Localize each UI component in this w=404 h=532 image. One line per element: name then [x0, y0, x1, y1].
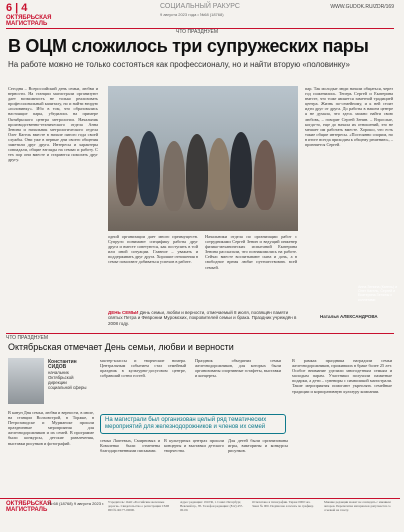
infobox-text: День семьи, любви и верности, отмечаемый 8 июля, посвящён памяти святых Петра и Февронии Муромских, покровителей семьи и брака. Праздник учреждён в 2008 году.: [108, 310, 297, 326]
footer-issue: № 68 (18768) 9 августа 2023 г.: [48, 501, 105, 506]
article1-column-2: одной организации дает много преимуществ. Супруги понимают специфику работы друг друга и вместе советуются, как поступить в той или иной ситуации. Главное – уважать и поддерживать друг друга. Хорошие отношения в семье помогают добиваться успехов в работе.: [108, 234, 198, 265]
site-url[interactable]: WWW.GUDOK.RU/ZDR/169: [330, 4, 394, 10]
article2-column-1: В канун Дня семьи, любви и верности, в июле, на станции Волховстрой, в Торжке, в Петрозаводске и Мурманске прошли праздничные мероприятия для железнодорожников и их семей. В программе были конкурсы, детские развлечения, выставки рисунков и фотографий.: [8, 410, 94, 446]
article2-column-4: В рамках праздника наградили семьи железнодорожников, проживших в браке более 25 лет. Особое внимание уделили многодетным семьям и молодым парам. Участники получили памятные подарки, а дети – сувениры с символикой магистрали. Такие мероприятия помогают укреплять семейные традиции и корпоративную культуру компании.: [292, 358, 392, 394]
footer-col-1: Учредитель: ОАО «Российские железные дороги». Свидетельство о регистрации СМИ ПИ № ФС77-00000.: [108, 500, 169, 512]
footer-col-2: Адрес редакции: 191036, г. Санкт-Петербург, Невский пр., 85. Телефон редакции: (812) 457-00-00.: [180, 500, 244, 512]
article2-column-5: семьи Лаптевых, Смирновых и Коваленко были отмечены благодарственными письмами.: [100, 438, 160, 454]
article1-column-3: Начальники отдела по организации работ с сотрудниками Сергей Зенин и ведущий инженер физико-механических испытаний Екатерина Зенина рассказали, что познакомились на работе. Сейчас вместе воспитывают сына и дочь, а в свободное время любят путешествовать всей семьей.: [205, 234, 297, 270]
section2-bar: [6, 333, 394, 341]
article2-headline: Октябрьская отмечает День семьи, любви и верности: [8, 342, 234, 352]
footer-col-4: Мнение редакции может не совпадать с мнением авторов. Перепечатка материалов допускается со ссылкой на газету.: [324, 500, 391, 512]
article1-column-1: Сегодня – Всероссийский день семьи, любви и верности. На станции магистрали организуют дает возможность не только реализовать профессиональный капиталу, но и найти вторую «половинку». Ибо в том, что образовались настоящие пары, убедились на примере Октябрьского центра метрологии. Начальник производственно-технического отдела Анна Зенина и начальник метрологического отдела Олег Кагель вместе в начале пятого года своей службы. Они уже в первые дни своего общения заметили друг друга. Интересы и характеры совпадали, общие взгляды на семью и работу. С тех пор они вместе и стараются помогать друг другу.: [8, 86, 98, 163]
article1-infobox: [108, 310, 298, 326]
article2-column-3: Праздник объединил семьи железнодорожников, для которых были организованы спортивные эстафеты, выставки и концерты.: [195, 358, 281, 379]
footer-col-3: Отпечатано в типографии. Тираж 0000 экз. Заказ № 000. Подписано в печать по графику.: [252, 500, 314, 508]
article2-column-6: В культурных центрах прошли концерты и выставки детского творчества.: [164, 438, 224, 454]
photo-caption: Анна Зенина (Кагель) и Олег Кагель, Сергей и Екатерина Зенины с коллегами: [358, 285, 398, 302]
section-title: СОЦИАЛЬНЫЙ РАКУРС: [160, 3, 240, 10]
article1-author: Наталья АЛЕКСАНДРОВА: [320, 314, 378, 319]
author-role: начальник Октябрьской дирекции социальной сферы: [48, 370, 87, 390]
author-portrait: [8, 358, 44, 404]
footer-logo: ОКТЯБРЬСКАЯ МАГИСТРАЛЬ: [6, 501, 52, 513]
newspaper-logo: ОКТЯБРЬСКАЯ МАГИСТРАЛЬ: [6, 15, 52, 27]
issue-info: 9 августа 2023 года • №68 (18768): [160, 12, 224, 17]
infobox-label: ДЕНЬ СЕМЬИ: [108, 310, 139, 315]
article1-headline: В ОЦМ сложилось три супружеских пары: [8, 36, 369, 56]
page-footer: [0, 498, 400, 532]
rubric-label: ЧТО ПРАЗДНУЕМ: [176, 29, 219, 35]
article2-column-7: Для детей были организованы игры, викторины и конкурсы рисунков.: [228, 438, 288, 454]
author-info: [48, 360, 88, 390]
section2-rubric: ЧТО ПРАЗДНУЕМ: [6, 335, 49, 341]
article2-column-2: мастер-классы и творческие номера. Центральным событием стал семейный праздник в культурно-досуговом центре, собравший сотни гостей.: [100, 358, 186, 379]
article1-column-4: пар. Так молодые люди начали общаться, через год поженились. Теперь Сергей и Екатерина вместе, что тоже является заметной традицией центра. Жизнь по-семейному, и к ней стоит идти друг от друга. До работы в нашем центре я не думала, что здесь можно найти свою любовь, – говорит Сергей Зенин. – Взрослые, когда-то, еще до начала их отношений, это не мешает им работать вместе. Хорошо, что есть такие общие интересы. «Постоянно спорим, но в итоге всегда приходим к общему решению», – признается Сергей.: [305, 86, 393, 148]
article1-subhead: На работе можно не только состояться как профессионалу, но и найти вторую «половинку»: [8, 60, 350, 69]
pull-quote: На магистрали был организован целый ряд тематических мероприятий для железнодорожников и членов их семей: [100, 414, 286, 434]
page-header: [0, 0, 400, 28]
author-name: Константин СИДОВ: [48, 359, 77, 370]
page-number: 6 | 4: [6, 2, 28, 14]
